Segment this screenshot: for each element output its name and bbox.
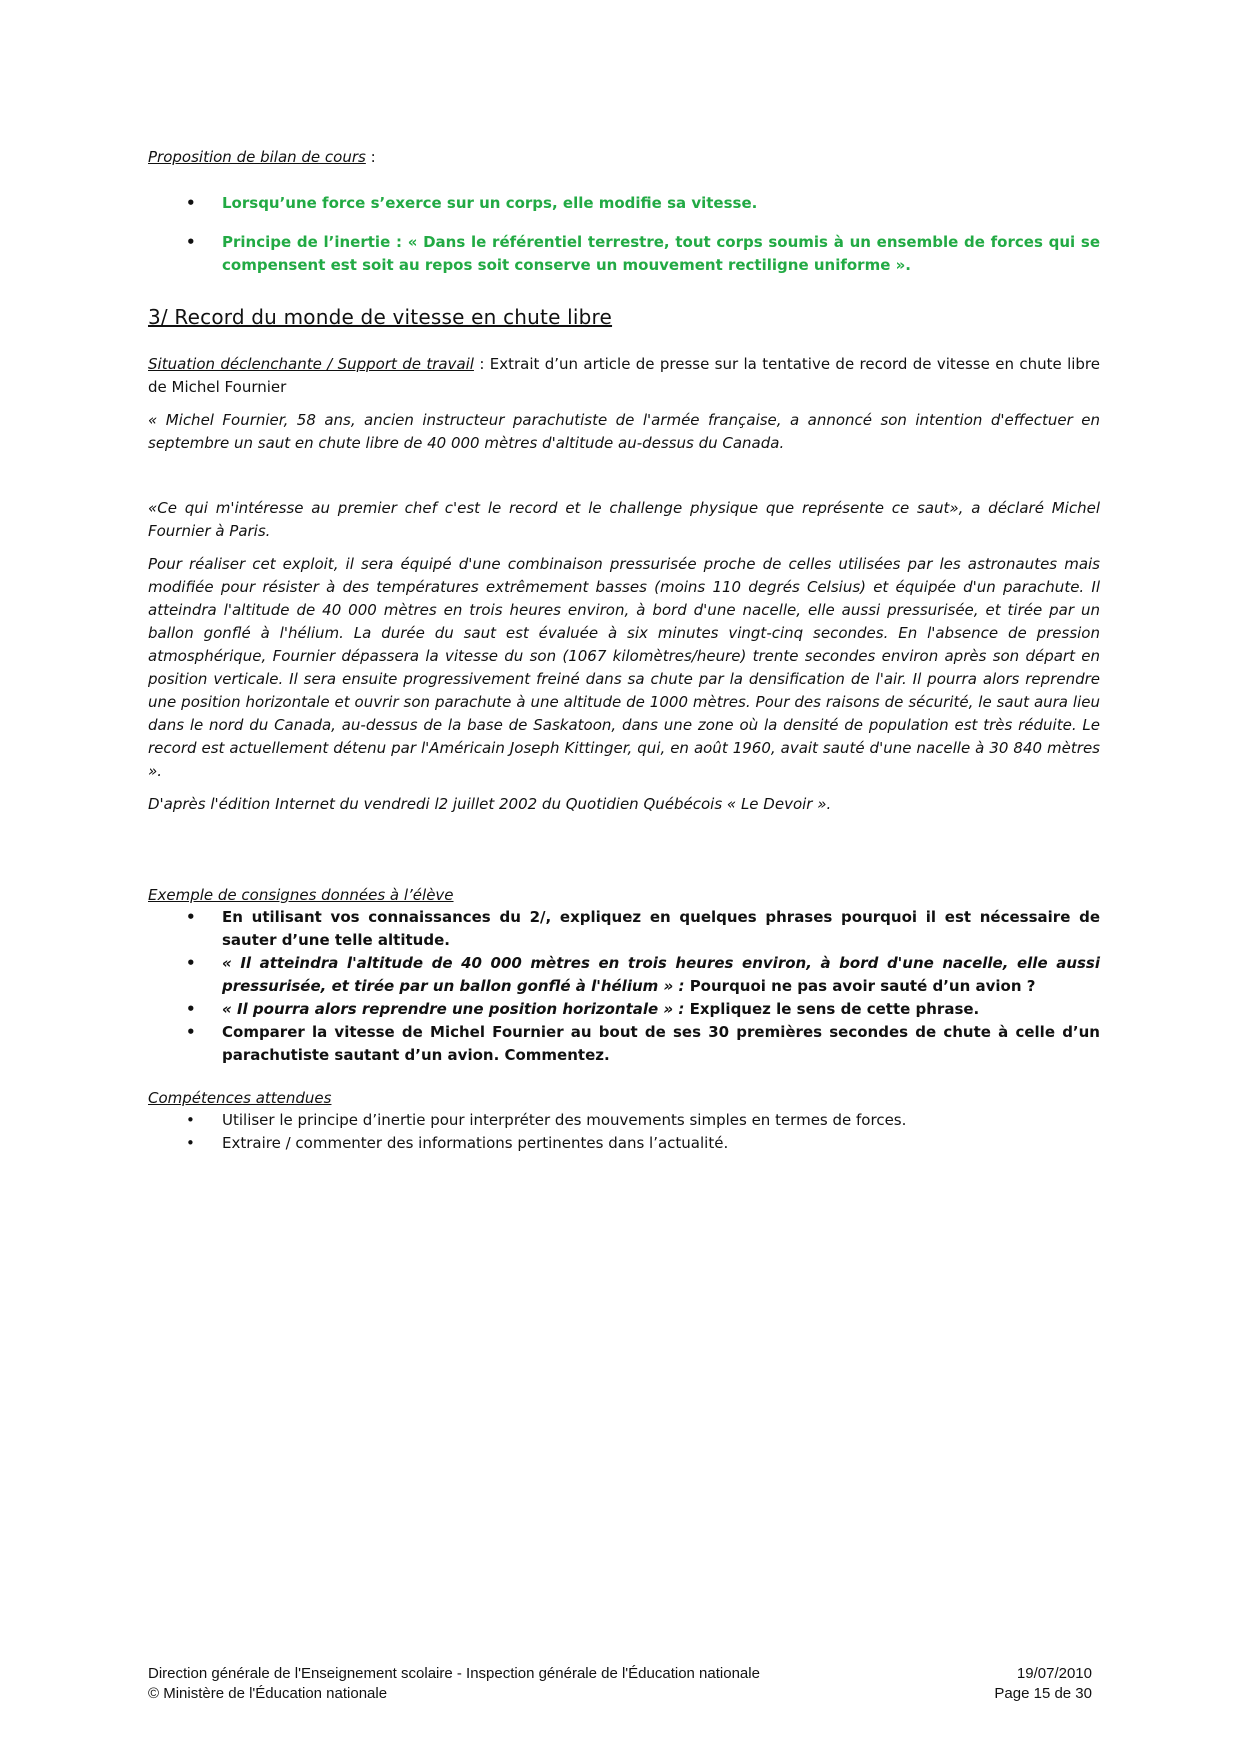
bilan-item-1: • Lorsqu’une force s’exerce sur un corps, elle modifie sa vitesse.	[148, 192, 1100, 215]
article-paragraph-3: Pour réaliser cet exploit, il sera équipé d'une combinaison pressurisée proche de celles utilisées par les astronautes mais modifiée pour résister à des températures extrêmement basses (moins 110 degrés Celsius) et équipée d'un parachute. Il atteindra l'altitude de 40 000 mètres en trois heures environ, à bord d'une nacelle, elle aussi pressurisée, et tirée par un ballon gonflé à l'hélium. La durée du saut est évaluée à six minutes vingt-cinq secondes. En l'absence de pression atmosphérique, Fournier dépassera la vitesse du son (1067 kilomètres/heure) trente secondes environ après son départ en position verticale. Il sera ensuite progressivement freiné dans sa chute par la densification de l'air. Il pourra alors reprendre une position horizontale et ouvrir son parachute à une altitude de 1000 mètres. Pour des raisons de sécurité, le saut aura lieu dans le nord du Canada, au-dessus de la base de Saskatoon, dans une zone où la densité de population est très réduite. Le record est actuellement détenu par l'Américain Joseph Kittinger, qui, en août 1960, avait sauté d'une nacelle à 30 840 mètres ».	[148, 555, 1100, 780]
bullet-icon: •	[186, 194, 196, 212]
situation-label: Situation déclenchante / Support de travail	[148, 355, 474, 373]
consigne-item-4: • Comparer la vitesse de Michel Fournier au bout de ses 30 premières secondes de chute à celle d’un parachutiste sautant d’un avion. Commentez.	[186, 1023, 1100, 1064]
bilan-list	[148, 192, 1100, 277]
bullet-icon: •	[186, 233, 196, 251]
consigne-item-2: • « Il atteindra l'altitude de 40 000 mètres en trois heures environ, à bord d'une nacelle, elle aussi pressurisée, et tirée par un ballon gonflé à l'hélium » : Pourquoi ne pas avoir sauté d’un avion ?	[186, 954, 1100, 995]
competences-label: Compétences attendues	[148, 1089, 332, 1107]
section-title: 3/ Record du monde de vitesse en chute libre	[148, 305, 613, 329]
footer-line-1: Direction générale de l'Enseignement scolaire - Inspection générale de l'Éducation nationale	[148, 1665, 760, 1682]
consignes-heading	[148, 886, 1100, 904]
consigne-item-1: • En utilisant vos connaissances du 2/, expliquez en quelques phrases pourquoi il est nécessaire de sauter d’une telle altitude.	[186, 908, 1100, 949]
article-paragraph-2: «Ce qui m'intéresse au premier chef c'est le record et le challenge physique que représente ce saut», a déclaré Michel Fournier à Paris.	[148, 499, 1100, 540]
bullet-icon: •	[186, 1134, 195, 1152]
footer-line-2: © Ministère de l'Éducation nationale	[148, 1685, 388, 1702]
page-content	[148, 148, 1100, 1155]
competence-item-1: • Utiliser le principe d’inertie pour interpréter des mouvements simples en termes de forces.	[148, 1109, 1100, 1132]
footer-left	[148, 1664, 760, 1704]
situation-paragraph	[148, 353, 1100, 399]
consignes-label: Exemple de consignes données à l’élève	[148, 886, 454, 904]
bilan-item-2: • Principe de l’inertie : « Dans le référentiel terrestre, tout corps soumis à un ensemble de forces qui se compensent est soit au repos soit conserve un mouvement rectiligne uniforme ».	[186, 233, 1100, 274]
bilan-heading	[148, 148, 1100, 166]
consigne-item-3: • « Il pourra alors reprendre une position horizontale » : Expliquez le sens de cette phrase.	[148, 998, 1100, 1021]
competences-heading	[148, 1089, 1100, 1107]
footer-right	[994, 1664, 1092, 1704]
article-source: D'après l'édition Internet du vendredi l2 juillet 2002 du Quotidien Québécois « Le Devoir ».	[148, 795, 832, 813]
bullet-icon: •	[186, 954, 196, 972]
bilan-suffix: :	[365, 148, 376, 166]
bilan-label: Proposition de bilan de cours	[148, 148, 366, 166]
bullet-icon: •	[186, 908, 196, 926]
consignes-list	[148, 906, 1100, 1067]
footer-page-number: Page 15 de 30	[994, 1685, 1092, 1702]
bullet-icon: •	[186, 1023, 196, 1041]
footer-date: 19/07/2010	[1016, 1665, 1092, 1682]
competences-list	[148, 1109, 1100, 1155]
bullet-icon: •	[186, 1111, 195, 1129]
competence-item-2: • Extraire / commenter des informations pertinentes dans l’actualité.	[148, 1132, 1100, 1155]
article-paragraph-1: « Michel Fournier, 58 ans, ancien instructeur parachutiste de l'armée française, a annoncé son intention d'effectuer en septembre un saut en chute libre de 40 000 mètres d'altitude au-dessus du Canada.	[148, 411, 1100, 452]
bullet-icon: •	[186, 1000, 196, 1018]
situation-text: : Extrait d’un article de presse sur la tentative de record de vitesse en chute libre de Michel Fournier	[148, 355, 1100, 396]
